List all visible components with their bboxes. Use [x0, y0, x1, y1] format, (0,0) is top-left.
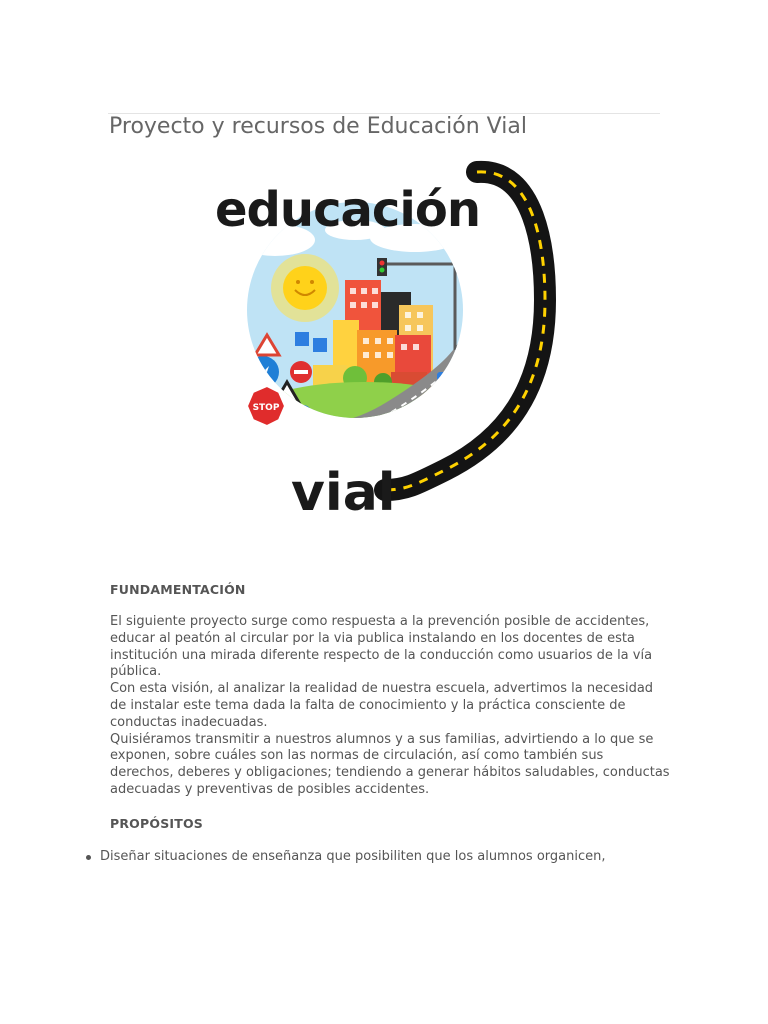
section-heading-propositos: PROPÓSITOS — [110, 816, 204, 831]
paragraph: El siguiente proyecto surge como respuesta a la prevención posible de accidentes, educar al peatón al circular por la via publica instalando en los docentes de esta institución una mirada diferente respecto de la conducción como usuarios de la vía pública. — [110, 614, 653, 680]
sun-icon — [271, 254, 339, 322]
page-title: Proyecto y recursos de Educación Vial — [109, 114, 527, 139]
paragraph: Quisiéramos transmitir a nuestros alumnos y a sus familias, advirtiendo a lo que se exponen, sobre cuáles son las normas de circulación, así como también sus derechos, deberes y obligaciones; tendiendo a generar hábitos saludables, conductas adecuadas y preventivas de posibles accidentes. — [110, 731, 670, 797]
logo-word-vial: vial — [291, 463, 396, 520]
propositos-list — [86, 849, 605, 864]
educacion-vial-logo-illustration — [205, 160, 565, 520]
bullet-icon — [86, 855, 91, 860]
logo-word-educacion: educación — [215, 182, 480, 238]
section-heading-fundamentacion: FUNDAMENTACIÓN — [110, 582, 246, 597]
list-item-text: Diseñar situaciones de enseñanza que posibiliten que los alumnos organicen, — [100, 849, 606, 864]
svg-text:STOP: STOP — [252, 403, 280, 413]
stop-sign-icon — [247, 386, 285, 426]
list-item — [86, 849, 605, 864]
paragraph: Con esta visión, al analizar la realidad de nuestra escuela, advertimos la necesidad de instalar este tema dada la falta de conocimiento y la práctica consciente de conductas inadecuadas. — [110, 681, 654, 730]
fundamentacion-text — [110, 614, 670, 799]
car-icon — [437, 372, 453, 381]
